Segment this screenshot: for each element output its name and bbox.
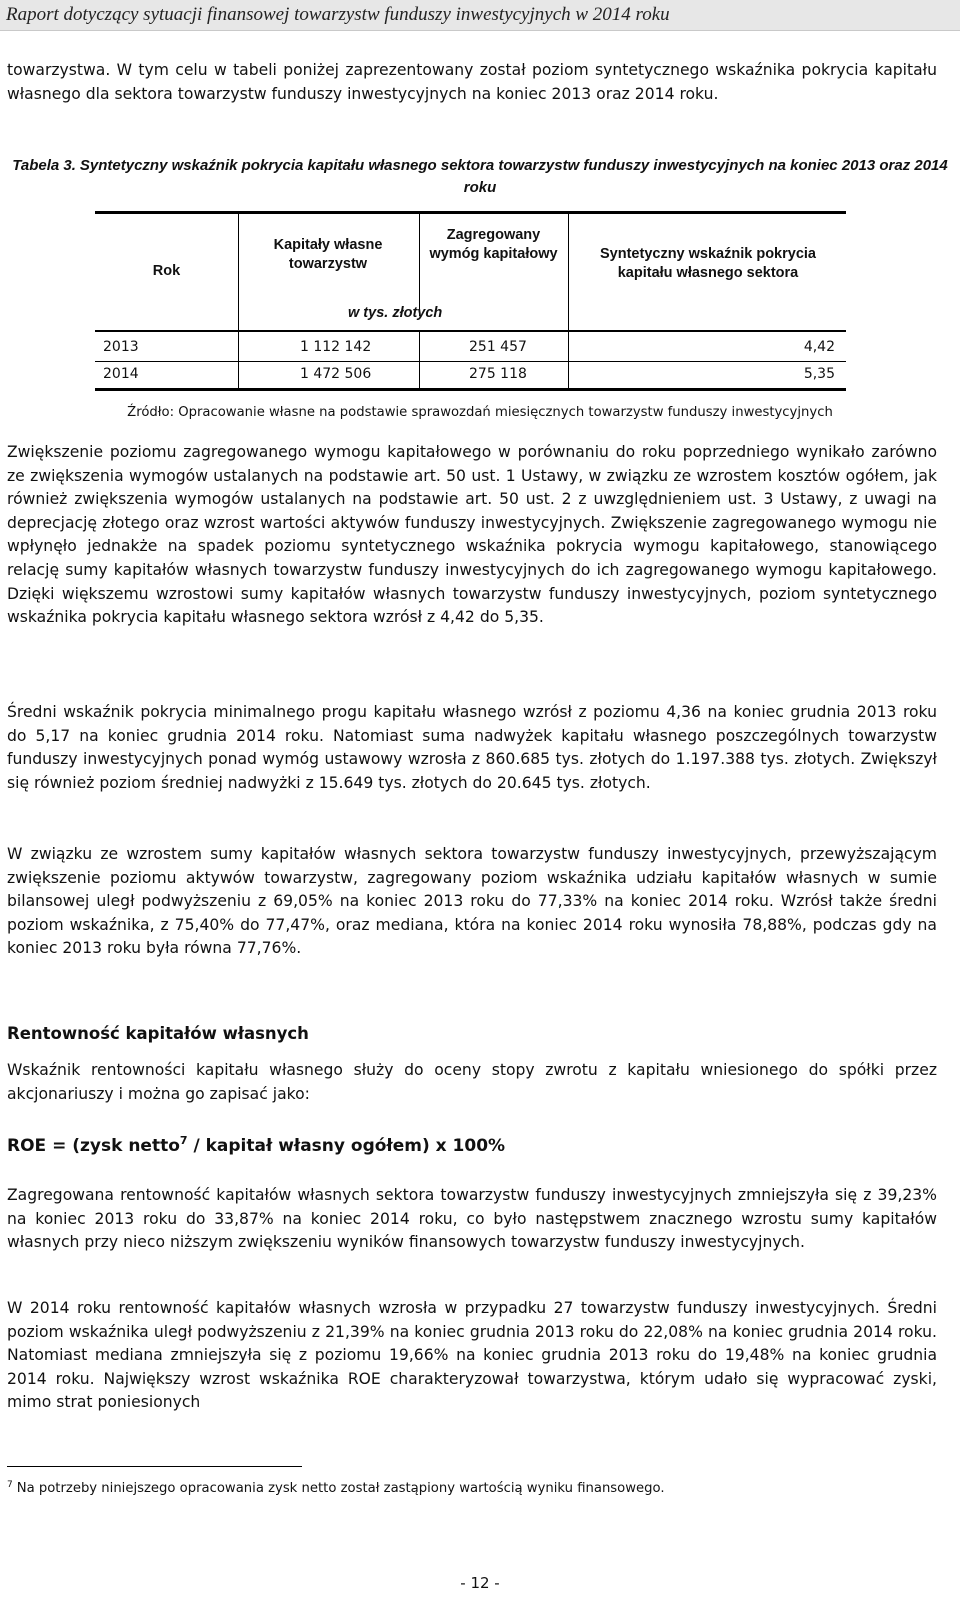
table-cell-indicator: 4,42: [803, 339, 835, 355]
table-cell-year: 2014: [103, 366, 139, 382]
footnote-reference: 7: [179, 1134, 188, 1147]
table-caption-label: Tabela 3.: [12, 157, 76, 174]
table-header-equity: Kapitały własne towarzystw: [273, 237, 383, 272]
section-heading: Rentowność kapitałów własnych: [7, 1024, 309, 1043]
table-col-divider-1: [238, 214, 239, 388]
page-number: - 12 -: [460, 1574, 500, 1592]
intro-paragraph: towarzystwa. W tym celu w tabeli poniżej zaprezentowany został poziom syntetycznego wskaźnika pokrycia kapitału własnego dla sektora towarzystw funduszy inwestycyjnych na koniec 2013 oraz 2014 roku.: [7, 61, 937, 103]
running-header: [0, 0, 960, 31]
table-header-requirement: Zagregowany wymóg kapitałowy: [429, 227, 558, 262]
table-unit-label: w tys. złotych: [348, 305, 443, 321]
table-cell-requirement: 275 118: [469, 366, 527, 382]
running-header-title: Raport dotyczący sytuacji finansowej towarzystw funduszy inwestycyjnych w 2014 roku: [6, 4, 670, 25]
body-paragraph: Zwiększenie poziomu zagregowanego wymogu kapitałowego w porównaniu do roku poprzedniego wynikało zarówno ze zwiększenia wymogów ustalanych na podstawie art. 50 ust. 1 Ustawy, w związku ze wzrostem kosztów ogółem, jak również zwiększenia wymogów ustalanych na podstawie art. 50 ust. 2 z uwzględnieniem ust. 3 Ustawy, z uwagi na deprecjację złotego oraz wzrost wartości aktywów funduszy inwestycyjnych. Zwiększenie zagregowanego wymogu nie wpłynęło jednakże na spadek poziomu syntetycznego wskaźnika pokrycia wymogu kapitałowego, stanowiącego relację sumy kapitałów własnych towarzystw funduszy inwestycyjnych do ich zagregowanego wymogu kapitałowego. Dzięki większemu wzrostowi sumy kapitałów własnych towarzystw funduszy inwestycyjnych, poziom syntetycznego wskaźnika pokrycia kapitału własnego sektora wzrósł z 4,42 do 5,35.: [7, 443, 937, 627]
table-bottom-rule: [95, 388, 846, 391]
footnote-text: Na potrzeby niniejszego opracowania zysk netto został zastąpiony wartością wyniku finansowego.: [16, 1481, 665, 1496]
table-caption: [0, 155, 960, 199]
table-source-note: Źródło: Opracowanie własne na podstawie sprawozdań miesięcznych towarzystw funduszy inwestycyjnych: [127, 405, 833, 420]
table-cell-year: 2013: [103, 339, 139, 355]
footnote-number: 7: [7, 1480, 13, 1490]
table-header-rule: [95, 330, 846, 332]
table-cell-equity: 1 112 142: [300, 339, 372, 355]
table-header-indicator: Syntetyczny wskaźnik pokrycia kapitału własnego sektora: [600, 246, 816, 281]
body-paragraph: Zagregowana rentowność kapitałów własnych sektora towarzystw funduszy inwestycyjnych zmniejszyła się z 39,23% na koniec 2013 roku do 33,87% na koniec 2014 roku, co było następstwem znacznego wzrostu sumy kapitałów własnych przy nieco niższym zwiększeniu wyników finansowych towarzystw funduszy inwestycyjnych.: [7, 1186, 937, 1252]
roe-formula-left: ROE = (zysk netto: [7, 1136, 180, 1156]
table-col-divider-2b: [419, 332, 420, 388]
table-top-rule: [95, 211, 846, 214]
body-paragraph: W związku ze wzrostem sumy kapitałów własnych sektora towarzystw funduszy inwestycyjnych, przewyższającym zwiększenie poziomu aktywów towarzystw, zagregowany poziom wskaźnika udziału kapitałów własnych w sumie bilansowej uległ podwyższeniu z 69,05% na koniec 2013 roku do 77,33% na koniec 2014 roku. Wzrósł także średni poziom wskaźnika, z 75,40% do 77,47%, oraz mediana, która na koniec 2014 roku wynosiła 78,88%, podczas gdy na koniec 2013 roku była równa 77,76%.: [7, 845, 937, 958]
table-cell-requirement: 251 457: [469, 339, 527, 355]
footnote-separator: [7, 1466, 302, 1467]
body-paragraph: Średni wskaźnik pokrycia minimalnego progu kapitału własnego wzrósł z poziomu 4,36 na koniec grudnia 2013 roku do 5,17 na koniec grudnia 2014 roku. Natomiast suma nadwyżek kapitału własnego poszczególnych towarzystw funduszy inwestycyjnych ponad wymóg ustawowy wzrosła z 860.685 tys. złotych do 1.197.388 tys. złotych. Zwiększył się również poziom średniej nadwyżki z 15.649 tys. złotych do 20.645 tys. złotych.: [7, 703, 937, 792]
table-col-divider-3: [568, 214, 569, 388]
body-paragraph: W 2014 roku rentowność kapitałów własnych wzrosła w przypadku 27 towarzystw funduszy inwestycyjnych. Średni poziom wskaźnika uległ podwyższeniu z 21,39% na koniec grudnia 2013 roku do 22,08% na koniec grudnia 2014 roku. Natomiast mediana zmniejszyła się z poziomu 19,66% na koniec grudnia 2013 roku do 19,48% na koniec grudnia 2014 roku. Największy wzrost wskaźnika ROE charakteryzował towarzystwa, którym udało się wypracować zyski, mimo strat poniesionych: [7, 1299, 937, 1412]
table-cell-indicator: 5,35: [803, 366, 835, 382]
table-col-divider-2: [419, 214, 420, 316]
table-header-year: Rok: [152, 263, 181, 279]
table-row-divider: [95, 361, 846, 362]
roe-formula: [7, 1134, 505, 1156]
roe-formula-right: / kapitał własny ogółem) x 100%: [187, 1136, 506, 1156]
table-cell-equity: 1 472 506: [300, 366, 372, 382]
footnote: [7, 1480, 665, 1496]
table-caption-text: Syntetyczny wskaźnik pokrycia kapitału własnego sektora towarzystw funduszy inwestycyjnych na koniec 2013 oraz 2014 roku: [79, 157, 948, 196]
section-intro-paragraph: Wskaźnik rentowności kapitału własnego służy do oceny stopy zwrotu z kapitału wniesionego do spółki przez akcjonariuszy i można go zapisać jako:: [7, 1061, 937, 1103]
